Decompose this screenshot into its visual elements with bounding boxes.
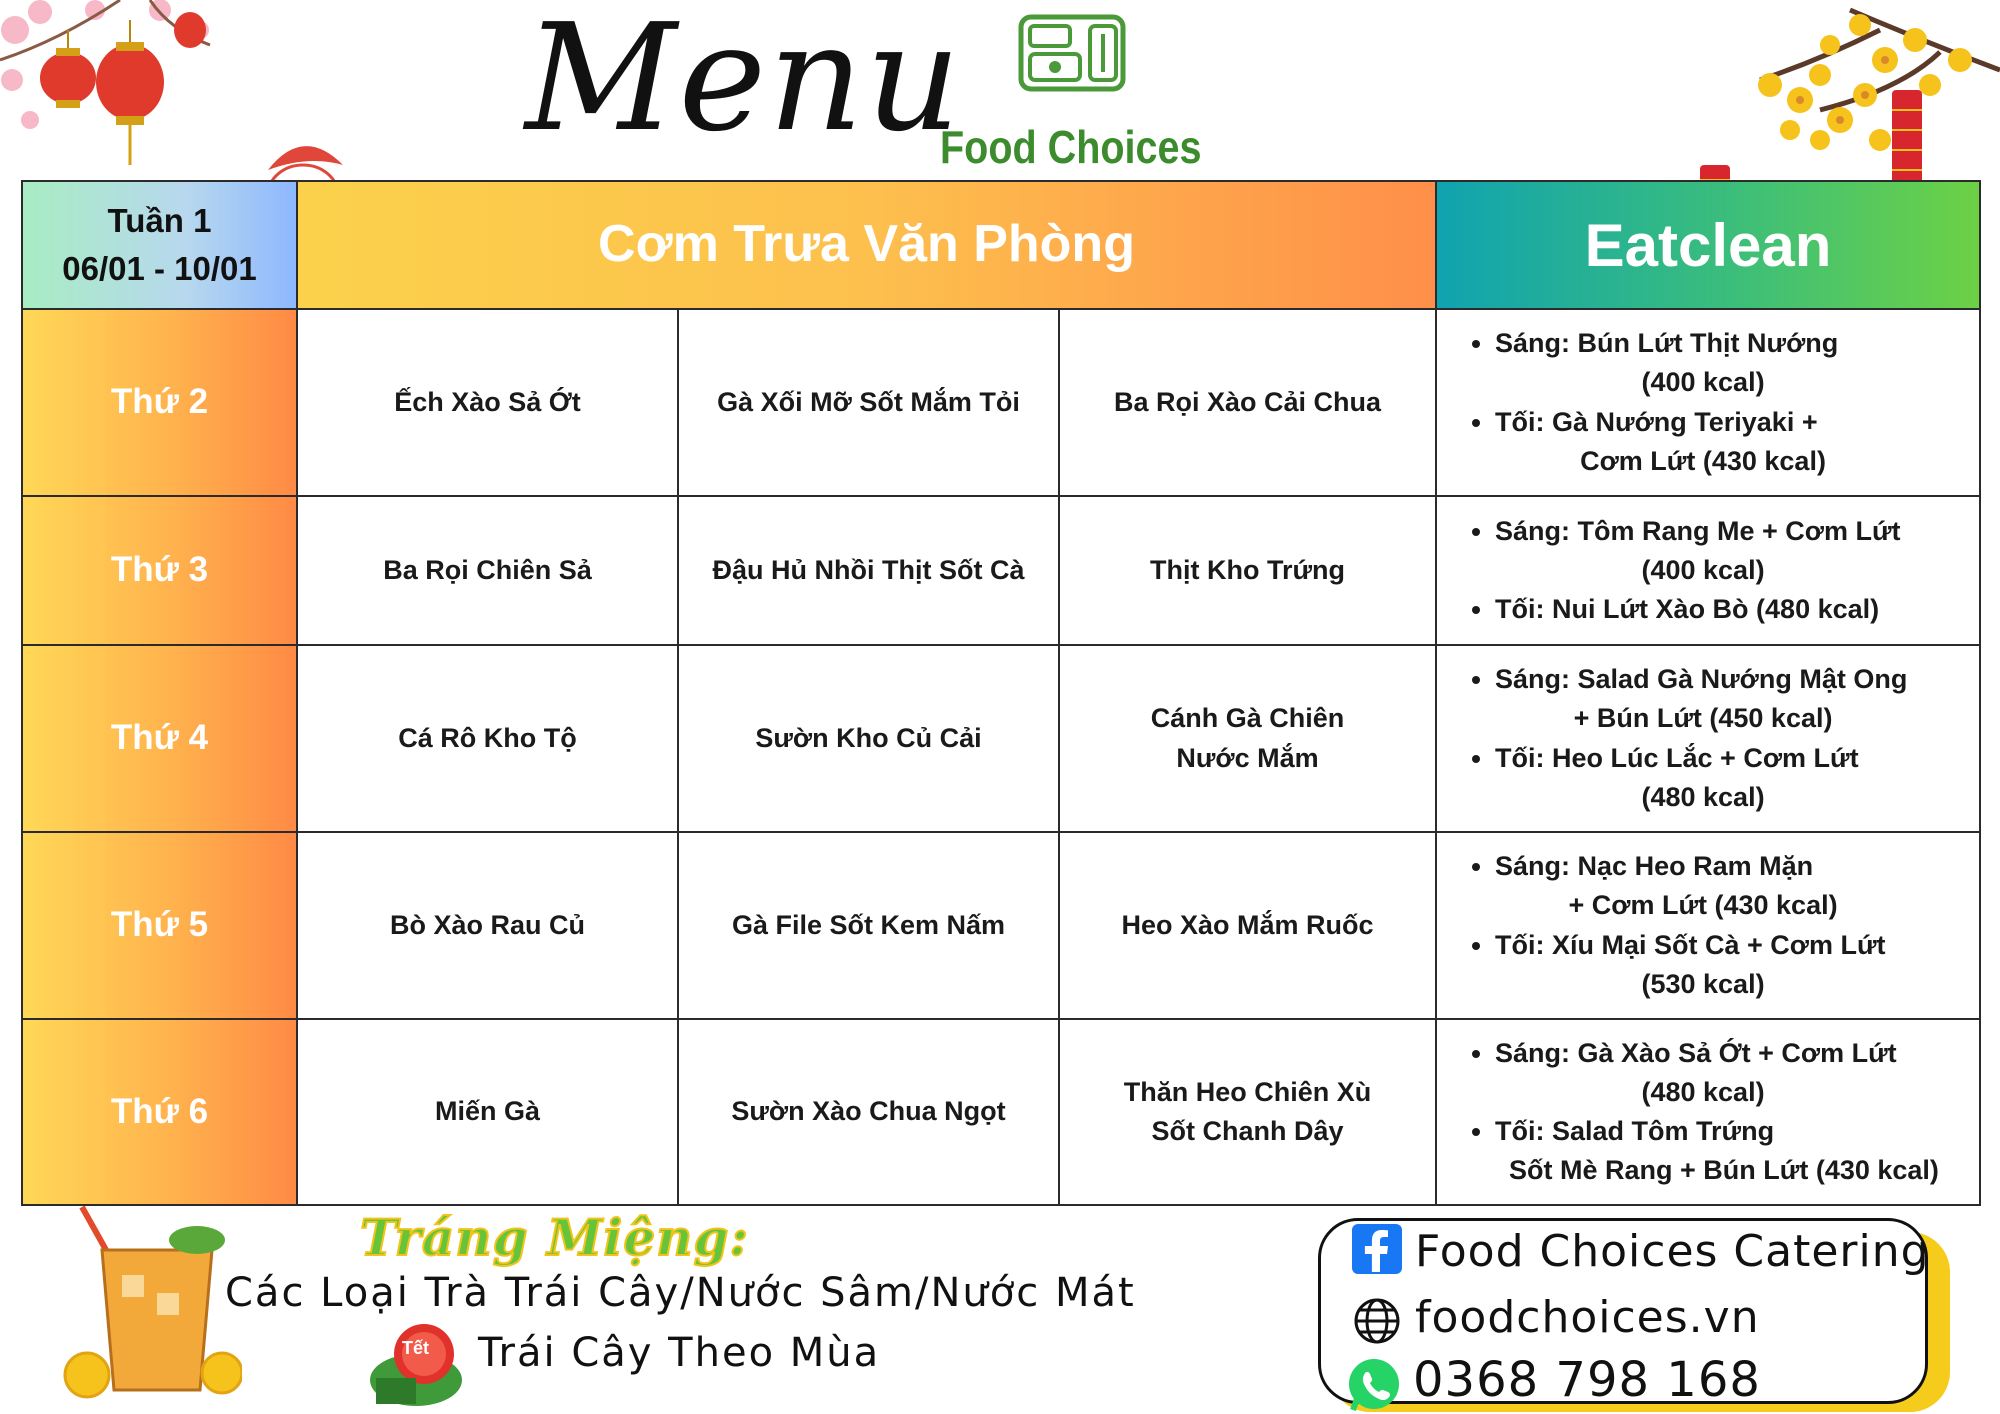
dish-cell: Bò Xào Rau Củ bbox=[297, 832, 678, 1019]
facebook-icon[interactable] bbox=[1352, 1224, 1402, 1274]
dinner-item: • Tối: Salad Tôm Trứng Sốt Mè Rang + Bún Lứt (430 kcal) bbox=[1495, 1112, 1971, 1190]
website-link[interactable]: foodchoices.vn bbox=[1415, 1292, 1760, 1343]
dinner-item: • Tối: Xíu Mại Sốt Cà + Cơm Lứt (530 kcal) bbox=[1495, 926, 1971, 1004]
dish-cell: Thăn Heo Chiên Xù Sốt Chanh Dây bbox=[1059, 1019, 1436, 1205]
breakfast-item: • Sáng: Salad Gà Nướng Mật Ong + Bún Lứt (450 kcal) bbox=[1495, 660, 1971, 738]
eatclean-cell bbox=[1436, 645, 1980, 832]
dish-cell: Đậu Hủ Nhồi Thịt Sốt Cà bbox=[678, 496, 1059, 645]
dinner-item: • Tối: Heo Lúc Lắc + Cơm Lứt (480 kcal) bbox=[1495, 739, 1971, 817]
menu-table bbox=[21, 180, 1979, 1204]
facebook-link[interactable]: Food Choices Catering bbox=[1415, 1226, 1930, 1277]
eatclean-cell bbox=[1436, 832, 1980, 1019]
dessert-title: Tráng Miệng: bbox=[360, 1208, 749, 1267]
table-row bbox=[22, 832, 1980, 1019]
dessert-drinks: Các Loại Trà Trái Cây/Nước Sâm/Nước Mát bbox=[225, 1270, 1136, 1316]
dish-cell: Thịt Kho Trứng bbox=[1059, 496, 1436, 645]
breakfast-item: • Sáng: Nạc Heo Ram Mặn + Cơm Lứt (430 kcal) bbox=[1495, 847, 1971, 925]
dish-cell: Miến Gà bbox=[297, 1019, 678, 1205]
lanterns-blossom-decoration bbox=[0, 0, 220, 175]
dish-cell: Ba Rọi Chiên Sả bbox=[297, 496, 678, 645]
iced-fruit-tea-icon bbox=[62, 1205, 242, 1400]
week-label: Tuần 1 bbox=[107, 202, 212, 240]
eatclean-header: Eatclean bbox=[1436, 181, 1980, 309]
dish-cell: Gà File Sốt Kem Nấm bbox=[678, 832, 1059, 1019]
dish-cell: Cá Rô Kho Tộ bbox=[297, 645, 678, 832]
tet-fruit-icon bbox=[366, 1318, 466, 1410]
office-lunch-header: Cơm Trưa Văn Phòng bbox=[297, 181, 1436, 309]
globe-icon bbox=[1352, 1296, 1402, 1346]
day-label: Thứ 3 bbox=[22, 496, 297, 645]
table-row bbox=[22, 1019, 1980, 1205]
phone-number[interactable]: 0368 798 168 bbox=[1413, 1352, 1761, 1408]
week-cell bbox=[22, 181, 297, 309]
page-title: Menu bbox=[525, 0, 963, 164]
eatclean-cell bbox=[1436, 1019, 1980, 1205]
whatsapp-phone-icon[interactable] bbox=[1345, 1356, 1403, 1414]
dish-cell: Ếch Xào Sả Ớt bbox=[297, 309, 678, 496]
dish-cell: Cánh Gà Chiên Nước Mắm bbox=[1059, 645, 1436, 832]
food-tray-logo-icon bbox=[1018, 14, 1126, 92]
dinner-item: • Tối: Gà Nướng Teriyaki + Cơm Lứt (430 kcal) bbox=[1495, 403, 1971, 481]
day-label: Thứ 5 bbox=[22, 832, 297, 1019]
dish-cell: Ba Rọi Xào Cải Chua bbox=[1059, 309, 1436, 496]
day-label: Thứ 2 bbox=[22, 309, 297, 496]
day-label: Thứ 4 bbox=[22, 645, 297, 832]
dish-cell: Gà Xối Mỡ Sốt Mắm Tỏi bbox=[678, 309, 1059, 496]
breakfast-item: • Sáng: Gà Xào Sả Ớt + Cơm Lứt (480 kcal) bbox=[1495, 1034, 1971, 1112]
table-row bbox=[22, 645, 1980, 832]
day-label: Thứ 6 bbox=[22, 1019, 297, 1205]
brand-name: Food Choices bbox=[940, 121, 1202, 173]
table-header-row bbox=[22, 181, 1980, 309]
dish-cell: Heo Xào Mắm Ruốc bbox=[1059, 832, 1436, 1019]
eatclean-cell bbox=[1436, 496, 1980, 645]
dish-cell: Sườn Xào Chua Ngọt bbox=[678, 1019, 1059, 1205]
dish-cell: Sườn Kho Củ Cải bbox=[678, 645, 1059, 832]
table-row bbox=[22, 309, 1980, 496]
eatclean-cell bbox=[1436, 309, 1980, 496]
breakfast-item: • Sáng: Bún Lứt Thịt Nướng (400 kcal) bbox=[1495, 324, 1971, 402]
dinner-item: • Tối: Nui Lứt Xào Bò (480 kcal) bbox=[1495, 590, 1971, 629]
tet-badge-label: Tết bbox=[402, 1338, 429, 1358]
dessert-fruit: Trái Cây Theo Mùa bbox=[478, 1330, 881, 1376]
week-range: 06/01 - 10/01 bbox=[62, 250, 257, 287]
table-row bbox=[22, 496, 1980, 645]
breakfast-item: • Sáng: Tôm Rang Me + Cơm Lứt (400 kcal) bbox=[1495, 512, 1971, 590]
